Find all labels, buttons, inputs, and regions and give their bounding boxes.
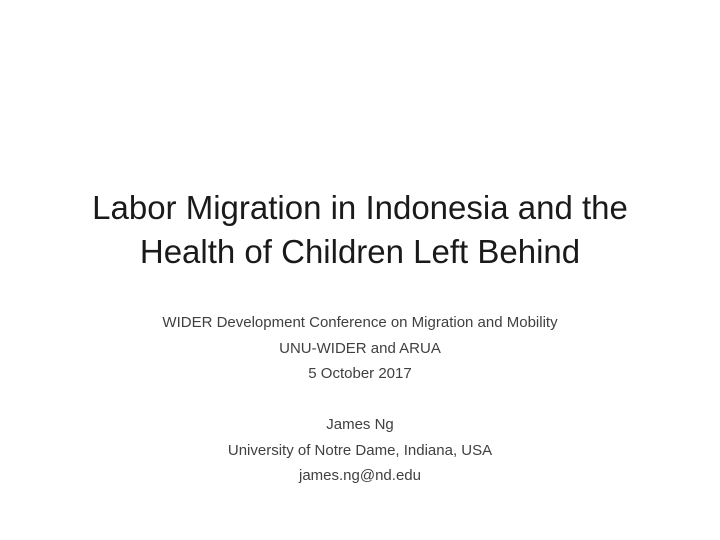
title-line-2: Health of Children Left Behind <box>139 233 581 270</box>
author-email: james.ng@nd.edu <box>299 467 421 484</box>
subtitle-spacer <box>40 387 680 413</box>
title-line-1: Labor Migration in Indonesia and the <box>92 189 628 226</box>
organizers: UNU-WIDER and ARUA <box>279 339 441 357</box>
author-affiliation: University of Notre Dame, Indiana, USA <box>227 441 493 459</box>
slide-subtitle <box>40 310 680 489</box>
conference-name: WIDER Development Conference on Migration and Mobility <box>162 314 558 331</box>
slide-title <box>40 186 680 274</box>
presentation-date: 5 October 2017 <box>308 365 412 382</box>
author-name: James Ng <box>326 416 394 433</box>
